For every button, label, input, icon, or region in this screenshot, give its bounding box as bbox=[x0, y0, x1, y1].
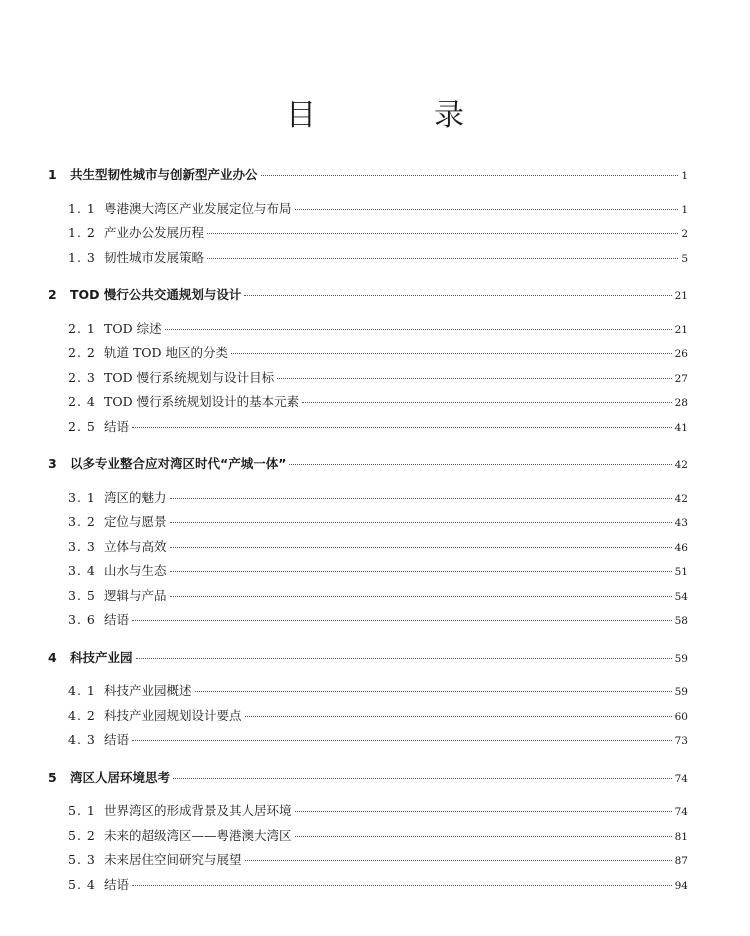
section-title: TOD 慢行系统规划设计的基本元素 bbox=[104, 394, 300, 409]
toc-chapter-4[interactable] bbox=[48, 646, 688, 671]
section-number: 5. 4 bbox=[68, 876, 96, 892]
dot-leader bbox=[170, 595, 672, 597]
dot-leader bbox=[295, 835, 672, 837]
section-number: 5. 2 bbox=[68, 827, 96, 843]
section-title: 结语 bbox=[104, 732, 130, 747]
toc-section-4-1[interactable] bbox=[48, 679, 688, 704]
dot-leader bbox=[165, 328, 672, 330]
toc-section-3-4[interactable] bbox=[48, 559, 688, 584]
page-number: 74 bbox=[674, 772, 688, 785]
dot-leader bbox=[170, 497, 672, 499]
page-number: 60 bbox=[674, 710, 688, 723]
dot-leader bbox=[289, 463, 671, 465]
chapter-title: 湾区人居环境思考 bbox=[70, 769, 171, 785]
page-number: 94 bbox=[674, 879, 688, 892]
page-number: 59 bbox=[674, 652, 688, 665]
dot-leader bbox=[261, 174, 679, 176]
section-number: 2. 3 bbox=[68, 369, 96, 385]
page-number: 51 bbox=[674, 566, 688, 578]
section-title: TOD 综述 bbox=[104, 320, 162, 336]
chapter-title: TOD 慢行公共交通规划与设计 bbox=[70, 287, 242, 302]
section-number: 2. 4 bbox=[68, 394, 96, 409]
section-number: 3. 1 bbox=[68, 489, 96, 505]
page-number: 46 bbox=[674, 541, 688, 554]
section-title: TOD 慢行系统规划与设计目标 bbox=[104, 369, 275, 385]
section-title: 山水与生态 bbox=[104, 563, 167, 578]
toc-section-2-1[interactable] bbox=[48, 317, 688, 342]
section-title: 未来居住空间研究与展望 bbox=[104, 852, 242, 867]
toc-section-4-3[interactable] bbox=[48, 728, 688, 753]
dot-leader bbox=[170, 570, 672, 572]
toc-section-3-3[interactable] bbox=[48, 535, 688, 560]
section-number: 2. 1 bbox=[68, 320, 96, 336]
section-number: 3. 3 bbox=[68, 538, 96, 554]
dot-leader bbox=[173, 777, 672, 779]
dot-leader bbox=[207, 257, 678, 259]
section-title: 结语 bbox=[104, 418, 130, 434]
section-number: 3. 6 bbox=[68, 612, 96, 627]
section-title: 结语 bbox=[104, 876, 130, 892]
page-number: 87 bbox=[674, 855, 688, 867]
section-title: 产业办公发展历程 bbox=[104, 225, 205, 240]
chapter-title: 科技产业园 bbox=[70, 649, 133, 665]
toc-section-5-1[interactable] bbox=[48, 799, 688, 824]
dot-leader bbox=[195, 690, 672, 692]
section-title: 世界湾区的形成背景及其人居环境 bbox=[104, 803, 292, 818]
section-title: 科技产业园概述 bbox=[104, 683, 192, 698]
page-number: 59 bbox=[674, 686, 688, 698]
section-number: 5. 1 bbox=[68, 803, 96, 818]
page-number: 58 bbox=[674, 615, 688, 627]
dot-leader bbox=[132, 884, 672, 886]
section-title: 逻辑与产品 bbox=[104, 587, 167, 603]
page-number: 26 bbox=[674, 348, 688, 360]
toc-section-2-4[interactable] bbox=[48, 390, 688, 415]
page-number: 21 bbox=[674, 290, 688, 302]
page-number: 27 bbox=[674, 372, 688, 385]
toc-section-1-1[interactable] bbox=[48, 197, 688, 222]
section-title: 湾区的魅力 bbox=[104, 489, 167, 505]
chapter-number: 4 bbox=[48, 649, 57, 665]
dot-leader bbox=[132, 426, 672, 428]
section-title: 韧性城市发展策略 bbox=[104, 249, 205, 265]
page-number: 21 bbox=[674, 323, 688, 336]
dot-leader bbox=[295, 810, 672, 812]
section-number: 4. 1 bbox=[68, 683, 96, 698]
page-number: 81 bbox=[674, 830, 688, 843]
section-number: 1. 3 bbox=[68, 249, 96, 265]
section-title: 立体与高效 bbox=[104, 538, 167, 554]
page-number: 41 bbox=[674, 421, 688, 434]
section-number: 3. 4 bbox=[68, 563, 96, 578]
toc-section-3-1[interactable] bbox=[48, 486, 688, 511]
section-title: 科技产业园规划设计要点 bbox=[104, 707, 242, 723]
page-number: 2 bbox=[681, 228, 688, 240]
section-number: 2. 5 bbox=[68, 418, 96, 434]
dot-leader bbox=[245, 715, 672, 717]
section-number: 4. 3 bbox=[68, 732, 96, 747]
dot-leader bbox=[302, 401, 672, 403]
toc-chapter-2[interactable] bbox=[48, 283, 688, 308]
toc-section-5-4[interactable] bbox=[48, 873, 688, 898]
section-number: 3. 2 bbox=[68, 514, 96, 529]
toc-section-2-2[interactable] bbox=[48, 341, 688, 366]
section-number: 3. 5 bbox=[68, 587, 96, 603]
page-number: 1 bbox=[681, 170, 688, 182]
page-number: 42 bbox=[674, 459, 688, 471]
chapter-number: 5 bbox=[48, 769, 57, 785]
section-title: 定位与愿景 bbox=[104, 514, 167, 529]
dot-leader bbox=[132, 739, 672, 741]
toc-section-3-5[interactable] bbox=[48, 584, 688, 609]
chapter-number: 2 bbox=[48, 287, 57, 302]
page-title: 目 录 bbox=[286, 98, 508, 134]
section-title: 轨道 TOD 地区的分类 bbox=[104, 345, 229, 360]
toc-section-2-5[interactable] bbox=[48, 415, 688, 440]
dot-leader bbox=[245, 859, 672, 861]
toc-section-3-2[interactable] bbox=[48, 510, 688, 535]
dot-leader bbox=[132, 619, 672, 621]
chapter-title: 以多专业整合应对湾区时代“产城一体” bbox=[70, 456, 287, 471]
toc-section-1-2[interactable] bbox=[48, 221, 688, 246]
toc-section-1-3[interactable] bbox=[48, 246, 688, 271]
page-number: 5 bbox=[681, 252, 688, 265]
section-number: 2. 2 bbox=[68, 345, 96, 360]
dot-leader bbox=[231, 352, 672, 354]
toc-chapter-1[interactable] bbox=[48, 163, 688, 188]
toc-section-5-2[interactable] bbox=[48, 824, 688, 849]
page-number: 42 bbox=[674, 492, 688, 505]
toc-section-4-2[interactable] bbox=[48, 704, 688, 729]
page-number: 73 bbox=[674, 735, 688, 747]
toc-section-2-3[interactable] bbox=[48, 366, 688, 391]
dot-leader bbox=[244, 294, 671, 296]
dot-leader bbox=[170, 521, 672, 523]
chapter-number: 1 bbox=[48, 167, 57, 182]
section-number: 4. 2 bbox=[68, 707, 96, 723]
chapter-title: 共生型韧性城市与创新型产业办公 bbox=[70, 167, 258, 182]
section-number: 1. 2 bbox=[68, 225, 96, 240]
toc-chapter-5[interactable] bbox=[48, 766, 688, 791]
section-number: 5. 3 bbox=[68, 852, 96, 867]
page-number: 28 bbox=[674, 397, 688, 409]
section-title: 未来的超级湾区——粤港澳大湾区 bbox=[104, 827, 292, 843]
section-title: 结语 bbox=[104, 612, 130, 627]
toc-chapter-3[interactable] bbox=[48, 452, 688, 477]
dot-leader bbox=[170, 546, 672, 548]
dot-leader bbox=[207, 232, 678, 234]
dot-leader bbox=[277, 377, 672, 379]
page-number: 74 bbox=[674, 806, 688, 818]
toc-section-5-3[interactable] bbox=[48, 848, 688, 873]
page-number: 43 bbox=[674, 517, 688, 529]
section-title: 粤港澳大湾区产业发展定位与布局 bbox=[104, 200, 292, 216]
dot-leader bbox=[295, 208, 679, 210]
dot-leader bbox=[136, 657, 672, 659]
section-number: 1. 1 bbox=[68, 200, 96, 216]
page-number: 54 bbox=[674, 590, 688, 603]
toc-section-3-6[interactable] bbox=[48, 608, 688, 633]
page-number: 1 bbox=[681, 203, 688, 216]
chapter-number: 3 bbox=[48, 456, 57, 471]
table-of-contents bbox=[48, 163, 688, 897]
